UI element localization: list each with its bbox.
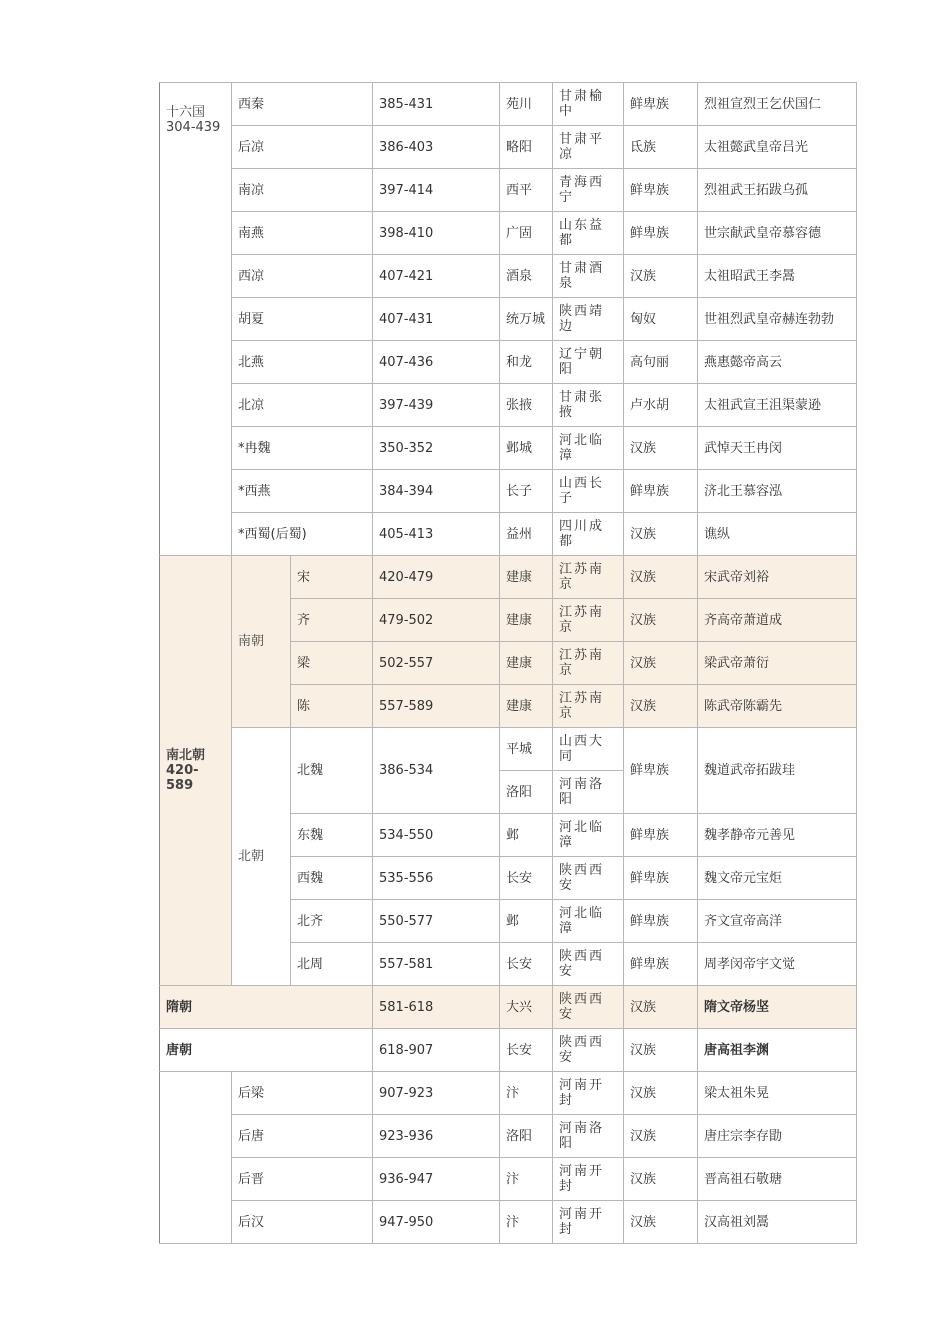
nanbei-group-label: 南北朝 xyxy=(166,748,206,763)
capital-location: 江苏南京 xyxy=(553,642,624,685)
state-name: 西凉 xyxy=(232,255,373,298)
founder: 魏文帝元宝炬 xyxy=(698,857,857,900)
table-row xyxy=(160,126,857,169)
state-name: 西秦 xyxy=(232,83,373,126)
capital: 长安 xyxy=(500,943,553,986)
state-name: 北魏 xyxy=(291,728,373,814)
state-name: 齐 xyxy=(291,599,373,642)
north-dynasties-group-label: 北朝 xyxy=(238,849,265,864)
table-row xyxy=(160,298,857,341)
state-name: 东魏 xyxy=(291,814,373,857)
state-name: 北齐 xyxy=(291,900,373,943)
ethnic-group: 鲜卑族 xyxy=(624,212,698,255)
five-dynasties-group xyxy=(160,1072,232,1244)
capital: 长安 xyxy=(500,1029,553,1072)
sixteen-kingdoms-group-label: 十六国 xyxy=(166,105,206,120)
capital-location: 河南洛阳 xyxy=(553,771,624,814)
state-name: 后梁 xyxy=(232,1072,373,1115)
capital-location: 陕西靖边 xyxy=(553,298,624,341)
north-dynasties-group xyxy=(232,728,291,986)
state-name: 后汉 xyxy=(232,1201,373,1244)
state-name: 西魏 xyxy=(291,857,373,900)
period: 407-431 xyxy=(373,298,500,341)
table-row xyxy=(160,384,857,427)
ethnic-group: 卢水胡 xyxy=(624,384,698,427)
nanbei-group xyxy=(160,556,232,986)
table-row xyxy=(160,83,857,126)
capital-location: 甘肃酒泉 xyxy=(553,255,624,298)
table-row xyxy=(160,986,857,1029)
capital: 和龙 xyxy=(500,341,553,384)
ethnic-group: 汉族 xyxy=(624,556,698,599)
capital: 益州 xyxy=(500,513,553,556)
capital: 建康 xyxy=(500,642,553,685)
capital-location: 辽宁朝阳 xyxy=(553,341,624,384)
period: 398-410 xyxy=(373,212,500,255)
founder: 宋武帝刘裕 xyxy=(698,556,857,599)
period: 386-403 xyxy=(373,126,500,169)
capital-location: 陕西西安 xyxy=(553,1029,624,1072)
ethnic-group: 鲜卑族 xyxy=(624,814,698,857)
table-row xyxy=(160,341,857,384)
capital: 酒泉 xyxy=(500,255,553,298)
table-row xyxy=(160,427,857,470)
period: 534-550 xyxy=(373,814,500,857)
table-row xyxy=(160,212,857,255)
founder: 魏道武帝拓跋珪 xyxy=(698,728,857,814)
ethnic-group: 汉族 xyxy=(624,642,698,685)
founder: 太祖昭武王李暠 xyxy=(698,255,857,298)
ethnic-group: 高句丽 xyxy=(624,341,698,384)
table-row xyxy=(160,255,857,298)
founder: 陈武帝陈霸先 xyxy=(698,685,857,728)
state-name: 北周 xyxy=(291,943,373,986)
capital-location: 河南开封 xyxy=(553,1072,624,1115)
state-name: 胡夏 xyxy=(232,298,373,341)
capital: 苑川 xyxy=(500,83,553,126)
capital-location: 山西长子 xyxy=(553,470,624,513)
capital-location: 河南开封 xyxy=(553,1158,624,1201)
founder: 太祖懿武皇帝吕光 xyxy=(698,126,857,169)
state-name: 陈 xyxy=(291,685,373,728)
capital-location: 青海西宁 xyxy=(553,169,624,212)
founder: 世祖烈武皇帝赫连勃勃 xyxy=(698,298,857,341)
ethnic-group: 鲜卑族 xyxy=(624,83,698,126)
founder: 谯纵 xyxy=(698,513,857,556)
capital: 平城 xyxy=(500,728,553,771)
capital: 建康 xyxy=(500,599,553,642)
period: 618-907 xyxy=(373,1029,500,1072)
period: 936-947 xyxy=(373,1158,500,1201)
table-row xyxy=(160,1201,857,1244)
table-row xyxy=(160,1115,857,1158)
founder: 太祖武宣王沮渠蒙逊 xyxy=(698,384,857,427)
capital-location: 河南开封 xyxy=(553,1201,624,1244)
ethnic-group: 鲜卑族 xyxy=(624,943,698,986)
ethnic-group: 汉族 xyxy=(624,1115,698,1158)
ethnic-group: 鲜卑族 xyxy=(624,728,698,814)
period: 581-618 xyxy=(373,986,500,1029)
capital-location: 河北临漳 xyxy=(553,427,624,470)
table-row xyxy=(160,513,857,556)
period: 420-479 xyxy=(373,556,500,599)
period: 407-421 xyxy=(373,255,500,298)
capital: 广固 xyxy=(500,212,553,255)
founder: 济北王慕容泓 xyxy=(698,470,857,513)
capital: 大兴 xyxy=(500,986,553,1029)
state-name: *西蜀(后蜀) xyxy=(232,513,373,556)
capital-location: 甘肃榆中 xyxy=(553,83,624,126)
table-row xyxy=(160,728,857,771)
ethnic-group: 氐族 xyxy=(624,126,698,169)
founder: 梁太祖朱晃 xyxy=(698,1072,857,1115)
state-name: 南凉 xyxy=(232,169,373,212)
period: 557-589 xyxy=(373,685,500,728)
capital-location: 四川成都 xyxy=(553,513,624,556)
state-name: 梁 xyxy=(291,642,373,685)
south-dynasties-group xyxy=(232,556,291,728)
period: 397-414 xyxy=(373,169,500,212)
ethnic-group: 鲜卑族 xyxy=(624,169,698,212)
period: 405-413 xyxy=(373,513,500,556)
founder: 燕惠懿帝高云 xyxy=(698,341,857,384)
capital-location: 河南洛阳 xyxy=(553,1115,624,1158)
capital-location: 江苏南京 xyxy=(553,685,624,728)
founder: 烈祖宣烈王乞伏国仁 xyxy=(698,83,857,126)
founder: 周孝闵帝宇文觉 xyxy=(698,943,857,986)
nanbei-group-years: 420-589 xyxy=(166,763,199,793)
period: 550-577 xyxy=(373,900,500,943)
ethnic-group: 汉族 xyxy=(624,427,698,470)
ethnic-group: 汉族 xyxy=(624,986,698,1029)
founder: 唐庄宗李存勖 xyxy=(698,1115,857,1158)
period: 947-950 xyxy=(373,1201,500,1244)
period: 385-431 xyxy=(373,83,500,126)
capital: 长安 xyxy=(500,857,553,900)
capital-location: 甘肃平凉 xyxy=(553,126,624,169)
state-name: 南燕 xyxy=(232,212,373,255)
period: 397-439 xyxy=(373,384,500,427)
capital-location: 山西大同 xyxy=(553,728,624,771)
capital: 西平 xyxy=(500,169,553,212)
table-row xyxy=(160,470,857,513)
state-name: 唐朝 xyxy=(160,1029,373,1072)
ethnic-group: 匈奴 xyxy=(624,298,698,341)
founder: 武悼天王冉闵 xyxy=(698,427,857,470)
period: 350-352 xyxy=(373,427,500,470)
capital: 汴 xyxy=(500,1072,553,1115)
south-dynasties-group-label: 南朝 xyxy=(238,634,265,649)
ethnic-group: 汉族 xyxy=(624,255,698,298)
capital: 张掖 xyxy=(500,384,553,427)
period: 386-534 xyxy=(373,728,500,814)
founder: 晋高祖石敬瑭 xyxy=(698,1158,857,1201)
table-row xyxy=(160,169,857,212)
founder: 世宗献武皇帝慕容德 xyxy=(698,212,857,255)
capital: 洛阳 xyxy=(500,771,553,814)
founder: 隋文帝杨坚 xyxy=(698,986,857,1029)
capital: 邺 xyxy=(500,814,553,857)
period: 502-557 xyxy=(373,642,500,685)
ethnic-group: 汉族 xyxy=(624,1029,698,1072)
state-name: 隋朝 xyxy=(160,986,373,1029)
capital-location: 陕西西安 xyxy=(553,857,624,900)
dynasty-table xyxy=(159,82,857,1244)
period: 384-394 xyxy=(373,470,500,513)
period: 479-502 xyxy=(373,599,500,642)
period: 407-436 xyxy=(373,341,500,384)
table-row xyxy=(160,556,857,599)
ethnic-group: 汉族 xyxy=(624,599,698,642)
founder: 汉高祖刘暠 xyxy=(698,1201,857,1244)
capital-location: 陕西西安 xyxy=(553,943,624,986)
period: 907-923 xyxy=(373,1072,500,1115)
capital: 邺城 xyxy=(500,427,553,470)
founder: 烈祖武王拓跋乌孤 xyxy=(698,169,857,212)
table-row xyxy=(160,1029,857,1072)
founder: 齐文宣帝高洋 xyxy=(698,900,857,943)
ethnic-group: 鲜卑族 xyxy=(624,470,698,513)
capital: 汴 xyxy=(500,1201,553,1244)
state-name: 北燕 xyxy=(232,341,373,384)
sixteen-kingdoms-group-years: 304-439 xyxy=(166,120,221,135)
ethnic-group: 汉族 xyxy=(624,1201,698,1244)
ethnic-group: 汉族 xyxy=(624,1072,698,1115)
founder: 齐高帝萧道成 xyxy=(698,599,857,642)
capital: 汴 xyxy=(500,1158,553,1201)
capital-location: 河北临漳 xyxy=(553,814,624,857)
table-row xyxy=(160,1072,857,1115)
period: 923-936 xyxy=(373,1115,500,1158)
ethnic-group: 汉族 xyxy=(624,1158,698,1201)
capital-location: 江苏南京 xyxy=(553,599,624,642)
capital-location: 山东益都 xyxy=(553,212,624,255)
capital: 长子 xyxy=(500,470,553,513)
state-name: 北凉 xyxy=(232,384,373,427)
state-name: 后晋 xyxy=(232,1158,373,1201)
state-name: *西燕 xyxy=(232,470,373,513)
capital: 统万城 xyxy=(500,298,553,341)
sixteen-kingdoms-group xyxy=(160,83,232,556)
capital-location: 河北临漳 xyxy=(553,900,624,943)
capital: 邺 xyxy=(500,900,553,943)
capital-location: 甘肃张掖 xyxy=(553,384,624,427)
ethnic-group: 鲜卑族 xyxy=(624,857,698,900)
capital: 建康 xyxy=(500,685,553,728)
state-name: *冉魏 xyxy=(232,427,373,470)
capital-location: 江苏南京 xyxy=(553,556,624,599)
founder: 魏孝静帝元善见 xyxy=(698,814,857,857)
capital: 建康 xyxy=(500,556,553,599)
table-row xyxy=(160,1158,857,1201)
state-name: 宋 xyxy=(291,556,373,599)
ethnic-group: 汉族 xyxy=(624,513,698,556)
ethnic-group: 鲜卑族 xyxy=(624,900,698,943)
capital: 略阳 xyxy=(500,126,553,169)
period: 535-556 xyxy=(373,857,500,900)
ethnic-group: 汉族 xyxy=(624,685,698,728)
period: 557-581 xyxy=(373,943,500,986)
state-name: 后唐 xyxy=(232,1115,373,1158)
capital: 洛阳 xyxy=(500,1115,553,1158)
capital-location: 陕西西安 xyxy=(553,986,624,1029)
state-name: 后凉 xyxy=(232,126,373,169)
founder: 唐高祖李渊 xyxy=(698,1029,857,1072)
founder: 梁武帝萧衍 xyxy=(698,642,857,685)
